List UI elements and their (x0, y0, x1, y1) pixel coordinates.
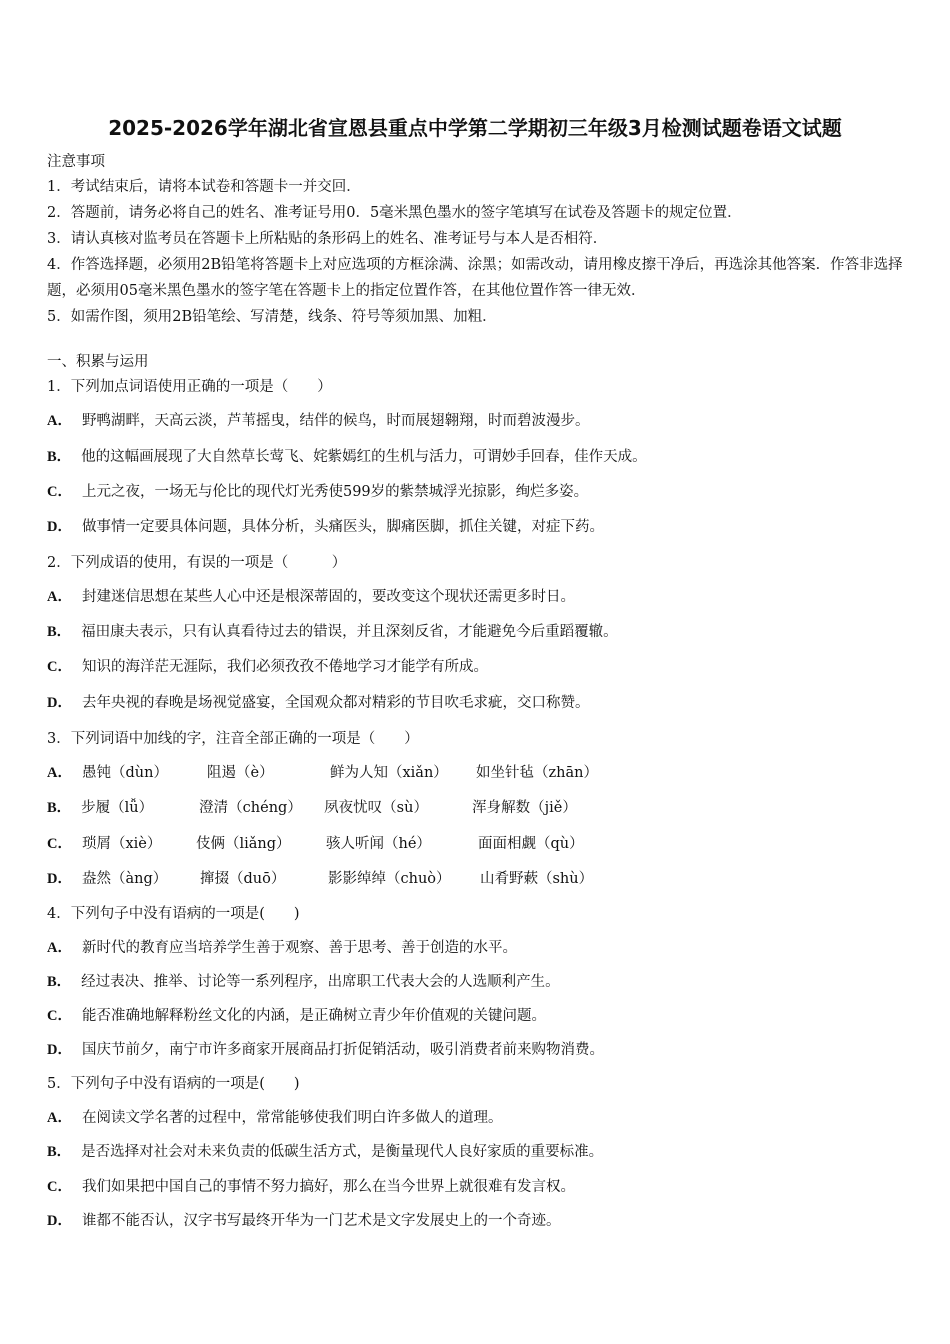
notice-item: 5．如需作图，须用2B铅笔绘、写清楚，线条、符号等须加黑、加粗． (47, 309, 497, 325)
option-letter: C． (47, 484, 72, 500)
option-text: 在阅读文学名著的过程中，常常能够使我们明白许多做人的道理。 (81, 1110, 503, 1126)
option-word: 撺掇（duō） (199, 871, 286, 887)
option-letter: B． (47, 800, 72, 816)
option[interactable] (47, 1038, 604, 1059)
option-letter: A． (47, 765, 72, 781)
question-stem: 5．下列句子中没有语病的一项是( ) (47, 1076, 300, 1092)
question-stem: 3．下列词语中加线的字，注音全部正确的一项是（ ） (47, 731, 419, 747)
option-letter: D． (47, 871, 72, 887)
option[interactable] (47, 832, 584, 853)
option-word: 盎然（àng） (81, 871, 168, 887)
option-letter: C． (47, 1179, 72, 1195)
option-word: 愚钝（dùn） (81, 765, 168, 781)
notice-list (47, 174, 907, 330)
option[interactable] (47, 796, 577, 817)
option-letter: C． (47, 836, 72, 852)
option[interactable] (47, 620, 618, 641)
exam-title: 2025-2026学年湖北省宣恩县重点中学第二学期初三年级3月检测试题卷语文试题 (108, 116, 842, 140)
option[interactable] (47, 585, 575, 606)
option-letter: A． (47, 589, 72, 605)
section-heading: 一、积累与运用 (47, 354, 149, 370)
option-word: 骇人听闻（hé） (325, 836, 431, 852)
option[interactable] (47, 445, 647, 466)
option-text: 新时代的教育应当培养学生善于观察、善于思考、善于创造的水平。 (81, 940, 517, 956)
option[interactable] (47, 1106, 502, 1127)
notice-item: 4．作答选择题，必须用2B铅笔将答题卡上对应选项的方框涂满、涂黑；如需改动，请用橡皮擦干净后，再选涂其他答案．作答非选择题，必须用05毫米黑色墨水的签字笔在答题卡上的指定位置作答，在其他位置作答一律无效． (47, 257, 903, 299)
option-word: 鲜为人知（xiǎn） (329, 765, 448, 781)
option-word: 山肴野蔌（shù） (479, 871, 594, 887)
option-letter: B． (47, 1144, 72, 1160)
option-text: 福田康夫表示，只有认真看待过去的错误，并且深刻反省，才能避免今后重蹈覆辙。 (81, 624, 618, 640)
option-letter: A． (47, 413, 72, 429)
option-text: 经过表决、推举、讨论等一系列程序，出席职工代表大会的人选顺利产生。 (81, 974, 560, 990)
option-word: 澄清（chéng） (199, 800, 302, 816)
option-text: 做事情一定要具体问题，具体分析，头痛医头，脚痛医脚，抓住关键，对症下药。 (81, 519, 604, 535)
option-word: 阻遏（è） (206, 765, 274, 781)
option-word: 浑身解数（jiě） (472, 800, 577, 816)
option-word: 伎俩（liǎng） (195, 836, 291, 852)
option-letter: B． (47, 449, 72, 465)
option[interactable] (47, 1004, 546, 1025)
option-text: 去年央视的春晚是场视觉盛宴，全国观众都对精彩的节目吹毛求疵，交口称赞。 (81, 695, 590, 711)
notice-item: 3．请认真核对监考员在答题卡上所粘贴的条形码上的姓名、准考证号与本人是否相符． (47, 231, 608, 247)
option[interactable] (47, 867, 593, 888)
option-text: 是否选择对社会对未来负责的低碳生活方式，是衡量现代人良好家质的重要标准。 (81, 1144, 604, 1160)
option[interactable] (47, 480, 588, 501)
option[interactable] (47, 761, 598, 782)
option[interactable] (47, 655, 488, 676)
option-text: 谁都不能否认，汉字书写最终开华为一门艺术是文字发展史上的一个奇迹。 (81, 1213, 561, 1229)
option-word: 琐屑（xiè） (81, 836, 162, 852)
option-letter: A． (47, 940, 72, 956)
option-text: 上元之夜，一场无与伦比的现代灯光秀使599岁的紫禁城浮光掠影，绚烂多姿。 (81, 484, 589, 500)
option[interactable] (47, 515, 604, 536)
option-text: 国庆节前夕，南宁市许多商家开展商品打折促销活动，吸引消费者前来购物消费。 (81, 1042, 604, 1058)
option[interactable] (47, 1175, 575, 1196)
option-word: 面面相觑（qù） (477, 836, 584, 852)
question-stem: 4．下列句子中没有语病的一项是( ) (47, 906, 300, 922)
option-letter: D． (47, 1042, 72, 1058)
question-stem: 2．下列成语的使用，有误的一项是（ ） (47, 555, 347, 571)
option-word: 影影绰绰（chuò） (327, 871, 451, 887)
option-letter: D． (47, 519, 72, 535)
question-stem: 1．下列加点词语使用正确的一项是（ ） (47, 379, 332, 395)
option-letter: C． (47, 659, 72, 675)
option-text: 野鸭湖畔，天高云淡，芦苇摇曳，结伴的候鸟，时而展翅翱翔，时而碧波漫步。 (81, 413, 590, 429)
option-letter: D． (47, 1213, 72, 1229)
notice-heading: 注意事项 (47, 154, 105, 170)
option-text: 他的这幅画展现了大自然草长莺飞、姹紫嫣红的生机与活力，可谓妙手回春，佳作天成。 (81, 449, 647, 465)
option-word: 夙夜忧叹（sù） (324, 800, 428, 816)
notice-item: 1．考试结束后，请将本试卷和答题卡一并交回． (47, 179, 361, 195)
option[interactable] (47, 691, 589, 712)
option[interactable] (47, 1140, 603, 1161)
option-text: 封建迷信思想在某些人心中还是根深蒂固的，要改变这个现状还需更多时日。 (81, 589, 575, 605)
option-text: 我们如果把中国自己的事情不努力搞好，那么在当今世界上就很难有发言权。 (81, 1179, 575, 1195)
option[interactable] (47, 1209, 560, 1230)
option-text: 知识的海洋茫无涯际，我们必须孜孜不倦地学习才能学有所成。 (81, 659, 488, 675)
option-letter: B． (47, 974, 72, 990)
option[interactable] (47, 970, 560, 991)
option-letter: B． (47, 624, 72, 640)
option-letter: A． (47, 1110, 72, 1126)
option-letter: C． (47, 1008, 72, 1024)
option-word: 如坐针毡（zhān） (475, 765, 598, 781)
option-letter: D． (47, 695, 72, 711)
option-text: 能否准确地解释粉丝文化的内涵，是正确树立青少年价值观的关键问题。 (81, 1008, 546, 1024)
option-word: 步履（lǚ） (81, 800, 154, 816)
option[interactable] (47, 936, 517, 957)
option[interactable] (47, 409, 589, 430)
notice-item: 2．答题前，请务必将自己的姓名、准考证号用0．5毫米黑色墨水的签字笔填写在试卷及答题卡的规定位置． (47, 205, 742, 221)
